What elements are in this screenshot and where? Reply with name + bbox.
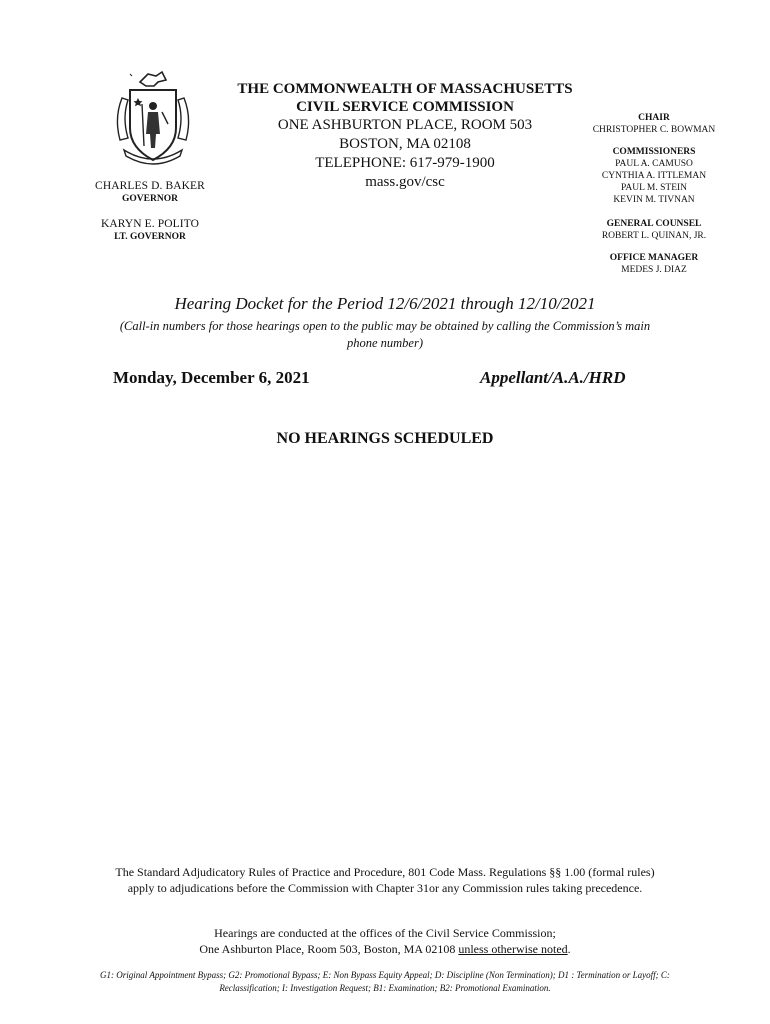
rules-notice: The Standard Adjudicatory Rules of Practice and Procedure, 801 Code Mass. Regulations §§ 1.00 (formal rules) apply to adjudications before the Commission with Chapter 31or any Commission rules taking precedence. bbox=[115, 865, 655, 895]
governor-name: CHARLES D. BAKER bbox=[95, 180, 205, 192]
location-address: One Ashburton Place, Room 503, Boston, MA 02108 bbox=[199, 942, 456, 956]
telephone: TELEPHONE: 617-979-1900 bbox=[315, 155, 495, 171]
chair-label: CHAIR bbox=[638, 113, 670, 123]
hearing-status: NO HEARINGS SCHEDULED bbox=[276, 430, 494, 447]
commissioner-name: PAUL A. CAMUSO bbox=[615, 159, 693, 169]
column-heading: Appellant/A.A./HRD bbox=[480, 368, 626, 387]
commissioner-name: KEVIN M. TIVNAN bbox=[613, 195, 695, 205]
location-underlined: unless otherwise noted bbox=[458, 942, 568, 956]
commissioner-name: PAUL M. STEIN bbox=[620, 183, 688, 193]
address-line-1: ONE ASHBURTON PLACE, ROOM 503 bbox=[277, 117, 533, 133]
commissioners-label: COMMISSIONERS bbox=[612, 147, 696, 157]
address-line-2: BOSTON, MA 02108 bbox=[339, 136, 471, 152]
counsel-name: ROBERT L. QUINAN, JR. bbox=[601, 231, 707, 241]
location-notice bbox=[110, 925, 660, 957]
commonwealth-seal-icon bbox=[110, 68, 196, 166]
website: mass.gov/csc bbox=[365, 174, 445, 190]
commission-staff bbox=[572, 112, 736, 286]
letterhead bbox=[190, 80, 620, 192]
counsel-label: GENERAL COUNSEL bbox=[606, 219, 702, 229]
location-line-2 bbox=[110, 941, 660, 957]
lt-governor-name: KARYN E. POLITO bbox=[100, 218, 200, 230]
docket-note: (Call-in numbers for those hearings open to the public may be obtained by calling the Commission’s main phone number) bbox=[119, 319, 651, 350]
agency-line-1: THE COMMONWEALTH OF MASSACHUSETTS bbox=[237, 81, 573, 97]
commissioner-name: CYNTHIA A. ITTLEMAN bbox=[601, 171, 707, 181]
code-legend: G1: Original Appointment Bypass; G2: Promotional Bypass; E: Non Bypass Equity Appeal; D: Discipline (Non Termination); D1 : Termination or Layoff; C: Reclassification; I: Investigation Request; B1: Examination; B2: Promotional Examination. bbox=[100, 970, 670, 993]
manager-label: OFFICE MANAGER bbox=[609, 253, 699, 263]
lt-governor-title: LT. GOVERNOR bbox=[114, 232, 186, 242]
docket-title: Hearing Docket for the Period 12/6/2021 through 12/10/2021 bbox=[174, 294, 596, 313]
manager-name: MEDES J. DIAZ bbox=[621, 265, 687, 275]
location-end: . bbox=[567, 942, 571, 956]
governor-title: GOVERNOR bbox=[122, 194, 178, 204]
chair-name: CHRISTOPHER C. BOWMAN bbox=[592, 125, 716, 135]
docket-day: Monday, December 6, 2021 bbox=[113, 368, 310, 387]
agency-line-2: CIVIL SERVICE COMMISSION bbox=[296, 99, 514, 115]
location-line-1: Hearings are conducted at the offices of the Civil Service Commission; bbox=[214, 926, 556, 940]
